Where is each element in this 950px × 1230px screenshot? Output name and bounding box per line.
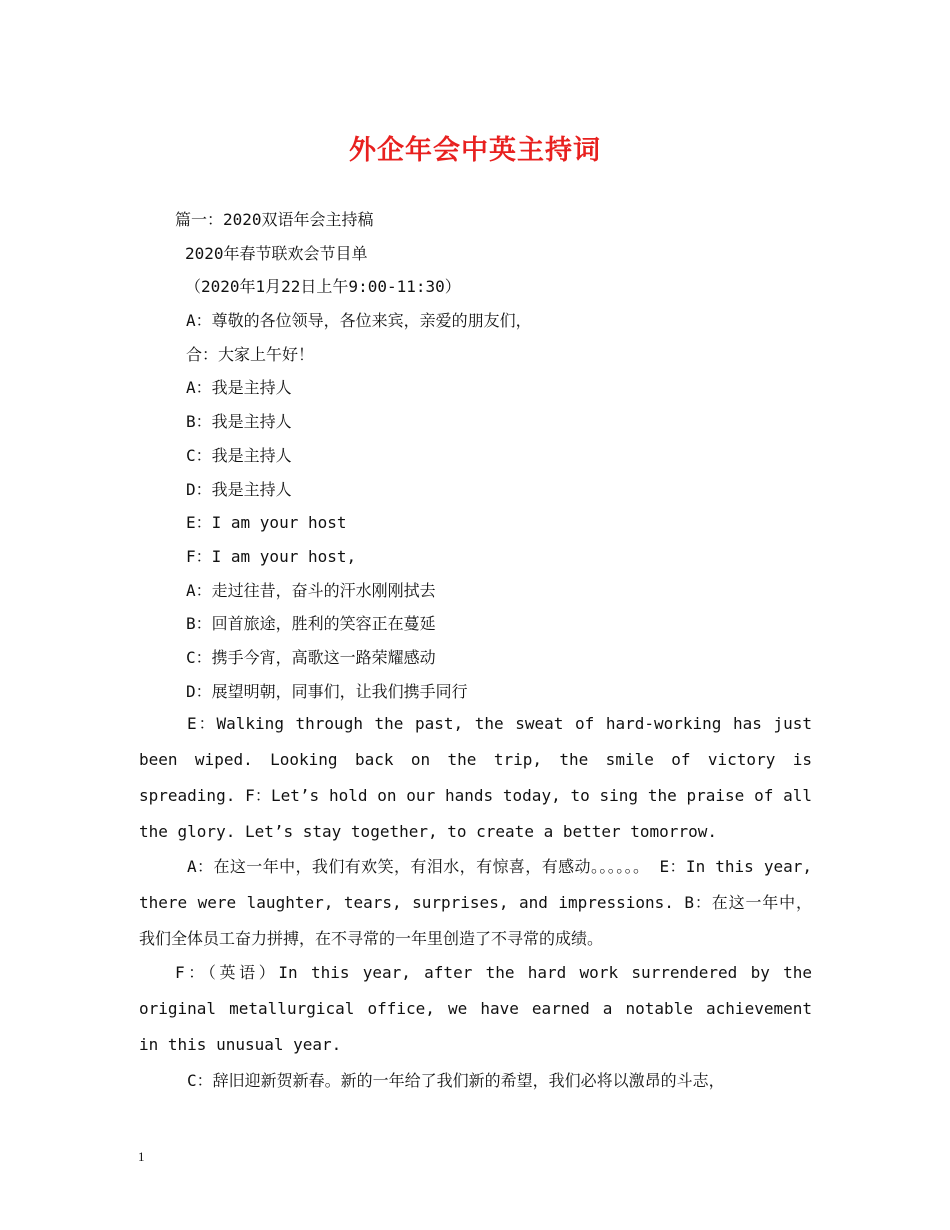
body-paragraph: E：Walking through the past, the sweat of hard-working has just been wiped. Looking back on the trip, the smile of victory is spreading. F：Let’s hold on our hands today, to sing the praise of all the glory. Let’s stay together, to create a better tomorrow.	[139, 714, 812, 841]
page-number: 1	[138, 1149, 145, 1164]
script-line: A：我是主持人	[186, 378, 292, 398]
date-time-line: （2020年1月22日上午9:00-11:30）	[185, 277, 461, 297]
script-line: B：回首旅途，胜利的笑容正在蔓延	[186, 614, 436, 634]
program-title-line: 2020年春节联欢会节目单	[185, 243, 368, 263]
script-line: A：走过往昔，奋斗的汗水刚刚拭去	[186, 580, 436, 600]
script-line: C：携手今宵，高歌这一路荣耀感动	[186, 647, 436, 667]
script-line: B：我是主持人	[186, 412, 292, 432]
script-line: F：I am your host,	[186, 546, 357, 566]
script-line: A：尊敬的各位领导，各位来宾，亲爱的朋友们，	[186, 311, 532, 331]
body-paragraph: A：在这一年中，我们有欢笑，有泪水，有惊喜，有感动。。。。。。 E：In this year, there were laughter, tears, surprises, and impressions. B：在这一年中，我们全体员工奋力拼搏，在不寻常的一年里创造了不寻常的成绩。	[139, 857, 812, 948]
script-line: E：I am your host	[186, 513, 347, 533]
body-paragraph: C：辞旧迎新贺新春。新的一年给了我们新的希望，我们必将以激昂的斗志，	[187, 1071, 725, 1090]
body-paragraph: F：（英语）In this year, after the hard work surrendered by the original metallurgical office, we have earned a notable achievement in this unusual year.	[139, 963, 812, 1054]
section-heading: 篇一：2020双语年会主持稿	[175, 210, 374, 229]
script-line: C：我是主持人	[186, 445, 292, 465]
script-lines	[0, 206, 950, 711]
script-line: D：展望明朝，同事们，让我们携手同行	[186, 681, 468, 701]
document-title: 外企年会中英主持词	[349, 135, 601, 166]
script-line: D：我是主持人	[186, 479, 292, 499]
script-line: 合：大家上午好！	[186, 344, 315, 364]
